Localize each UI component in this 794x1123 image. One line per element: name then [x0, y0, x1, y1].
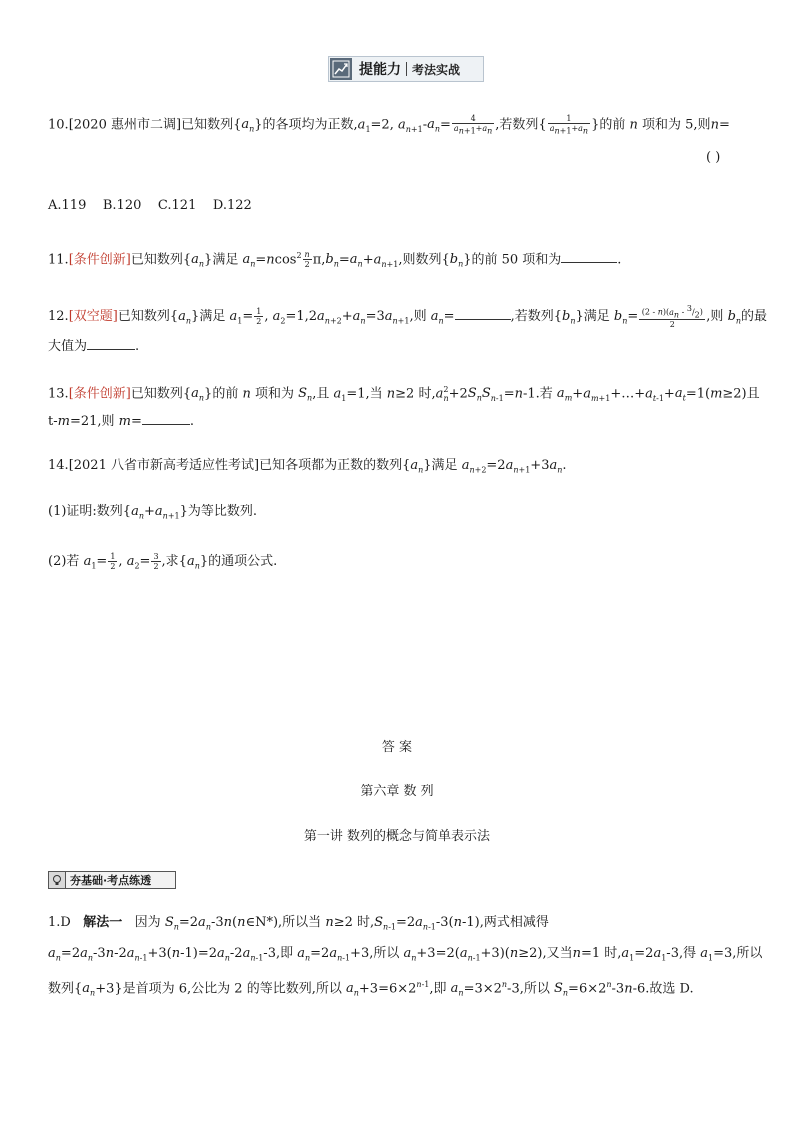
section-tag-label: 夯基础·考点练透	[70, 874, 152, 887]
fraction: $\frac{1}{a_{n+1}+a_n}$	[549, 114, 589, 136]
option-c: C.121	[157, 198, 197, 213]
solution-1-line1: 1.D 解法一 因为 $S_n=2a_n-3n(n\in N*)$,所以当 n≥2 时$,S_{n-1}=2a_{n-1}-3(n-1)$,两式相减得	[48, 915, 549, 932]
option-b: B.120	[102, 198, 142, 213]
question-14: 14.[2021 八省市新高考适应性考试]已知各项都为正数的数列$\{a_n\}$满足 $a_{n+2}=2a_{n+1}+3a_n$.	[48, 458, 567, 475]
question-10-options	[48, 196, 748, 216]
question-13-line2: t-m=21,则 m= .	[48, 414, 195, 429]
banner-title: 提能力	[359, 62, 401, 78]
fraction: $\frac{(2 - n)(a_n - ^3/_2)}{2}$	[639, 304, 705, 329]
question-tag: [双空题]	[68, 309, 118, 325]
question-11: 11.[条件创新]已知数列$\{a_n\}$满足 $a_n=ncos^2$ $\frac{n}{2}$ $\pi,b_n=a_n+a_{n+1}$,则数列$\{b_n\}$的前 50 项和为 .	[48, 250, 622, 270]
answer-blank	[87, 337, 135, 350]
question-12: 12.[双空题]已知数列$\{a_n\}$满足 $a_1=$ $\frac{1}{2}$ , $a_2=1,2a_{n+2}+a_n=3a_{n+1}$,则 $a_n=$ ,若数列$\{b_n\}$满足 $b_n=$ $\frac{(2 - n)(a_n - ^3/_2)}{2}$ ,则 $b_n$的最	[48, 304, 768, 330]
lightbulb-icon	[49, 872, 66, 888]
answer-parentheses: ( )	[706, 150, 721, 165]
chart-trend-icon	[330, 58, 352, 80]
answer-blank	[455, 307, 511, 320]
fraction: $\frac{1}{2}$	[110, 552, 116, 571]
section-banner	[328, 56, 484, 82]
banner-subtitle: 考法实战	[412, 62, 461, 77]
question-14-part2: (2)若 $a_1=$ $\frac{1}{2}$ , $a_2=$ $\frac{3}{2}$ ,求$\{a_n\}$的通项公式.	[48, 552, 278, 571]
question-13: 13.[条件创新]已知数列$\{a_n\}$的前 n 项和为 $S_n$,且 $a_1=1$,当 n≥2 时$,a^2_n+2S_nS_{n-1}=n-1$.若 $a_m+a_{m+1}+\dots+a_{t-1}+a_t=1(m\ge 2)$且	[48, 385, 760, 403]
answers-title: 答 案	[381, 740, 413, 755]
option-d: D.122	[212, 198, 252, 213]
fraction: $\frac{4}{a_{n+1}+a_n}$	[453, 114, 493, 136]
chapter-title: 第六章 数 列	[360, 784, 434, 799]
fraction: $\frac{1}{2}$	[256, 307, 262, 327]
lecture-title: 第一讲 数列的概念与简单表示法	[303, 829, 491, 844]
question-10: 10.[2020 惠州市二调]已知数列$\{a_n\}$的各项均为正数$,a_1=2$, $a_{n+1}-a_n=$ $\frac{4}{a_{n+1}+a_n}$ ,若数列{ $\frac{1}{a_{n+1}+a_n}$ }的前 n 项和为 5,则n=	[48, 114, 730, 136]
banner-divider	[406, 62, 407, 76]
option-a: A.119	[48, 198, 87, 213]
solution-1-line3: 数列$\{a_n+3\}$是首项为 6,公比为 2 的等比数列,所以 $a_n+3=6\times 2^{n-1}$,即 $a_n=3\times 2^n-3$,所以 $S_n=6\times 2^n-3n-6$.故选 D.	[48, 980, 694, 998]
question-14-part1: (1)证明:数列$\{a_n+a_{n+1}\}$为等比数列.	[48, 504, 258, 521]
question-tag: [条件创新]	[68, 386, 131, 402]
answer-blank	[561, 250, 617, 263]
question-tag: [条件创新]	[68, 252, 131, 268]
answer-blank	[142, 412, 190, 425]
question-12-line2: 大值为 .	[48, 339, 140, 354]
solution-1-line2: $a_n=2a_n-3n-2a_{n-1}+3(n-1)=2a_n-2a_{n-1}-3$,即 $a_n=2a_{n-1}+3$,所以 $a_n+3=2(a_{n-1}+3)(n\ge 2)$,又当n=1 时$,a_1=2a_1-3$,得 $a_1=3$,所以	[48, 946, 763, 963]
fraction: $\frac{3}{2}$	[153, 552, 159, 571]
fraction: $\frac{n}{2}$	[304, 250, 310, 270]
section-tag	[48, 871, 176, 889]
